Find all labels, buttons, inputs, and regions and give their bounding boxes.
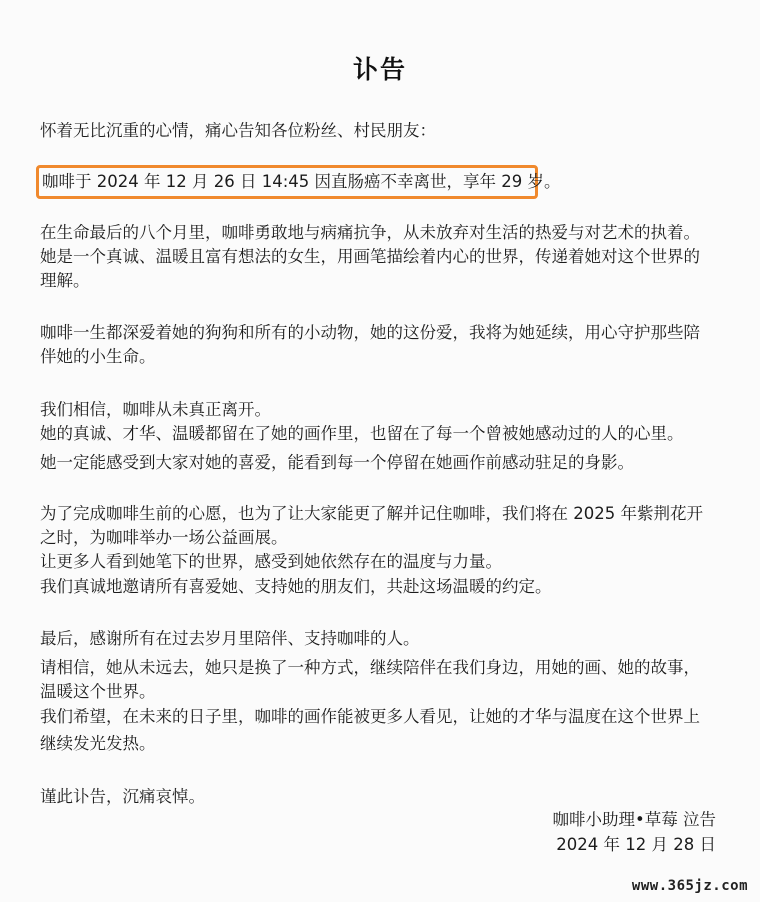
para2-line1: 咖啡一生都深爱着她的狗狗和所有的小动物，她的这份爱，我将为她延续，用心守护那些陪: [40, 323, 700, 342]
para2-line2: 伴她的小生命。: [40, 347, 156, 366]
para4-line4: 我们真诚地邀请所有喜爱她、支持她的朋友们，共赴这场温暖的约定。: [40, 577, 552, 596]
date: 2024 年 12 月 28 日: [556, 835, 716, 854]
para5-line4: 我们希望，在未来的日子里，咖啡的画作能被更多人看见，让她的才华与温度在这个世界上: [40, 707, 700, 726]
para5-line5: 继续发光发热。: [40, 734, 156, 753]
para3-line1: 我们相信，咖啡从未真正离开。: [40, 400, 271, 419]
signature: 咖啡小助理•草莓 泣告: [552, 810, 716, 829]
greeting-text: 怀着无比沉重的心情，痛心告知各位粉丝、村民朋友：: [40, 121, 436, 140]
para1-line2: 她是一个真诚、温暖且富有想法的女生，用画笔描绘着内心的世界，传递着她对这个世界的: [40, 247, 700, 266]
para5-line3: 温暖这个世界。: [40, 682, 156, 701]
para1-line1: 在生命最后的八个月里，咖啡勇敢地与病痛抗争，从未放弃对生活的热爱与对艺术的执着。: [40, 223, 700, 242]
para4-line3: 让更多人看到她笔下的世界，感受到她依然存在的温度与力量。: [40, 552, 502, 571]
para5-line1: 最后，感谢所有在过去岁月里陪伴、支持咖啡的人。: [40, 629, 420, 648]
para3-line2: 她的真诚、才华、温暖都留在了她的画作里，也留在了每一个曾被她感动过的人的心里。: [40, 424, 684, 443]
closing-text: 谨此讣告，沉痛哀悼。: [40, 787, 205, 806]
watermark-text: www.365jz.com: [631, 878, 748, 894]
para4-line2: 之时，为咖啡举办一场公益画展。: [40, 528, 288, 547]
para4-line1: 为了完成咖啡生前的心愿，也为了让大家能更了解并记住咖啡，我们将在 2025 年紫荆花开: [40, 504, 703, 523]
para3-line3: 她一定能感受到大家对她的喜爱，能看到每一个停留在她画作前感动驻足的身影。: [40, 453, 634, 472]
page-title: 讣告: [352, 55, 407, 84]
para5-line2: 请相信，她从未远去，她只是换了一种方式，继续陪伴在我们身边，用她的画、她的故事，: [40, 658, 700, 677]
highlight-text: 咖啡于 2024 年 12 月 26 日 14:45 因直肠癌不幸离世，享年 29 岁。: [42, 172, 561, 191]
para1-line3: 理解。: [40, 271, 90, 290]
